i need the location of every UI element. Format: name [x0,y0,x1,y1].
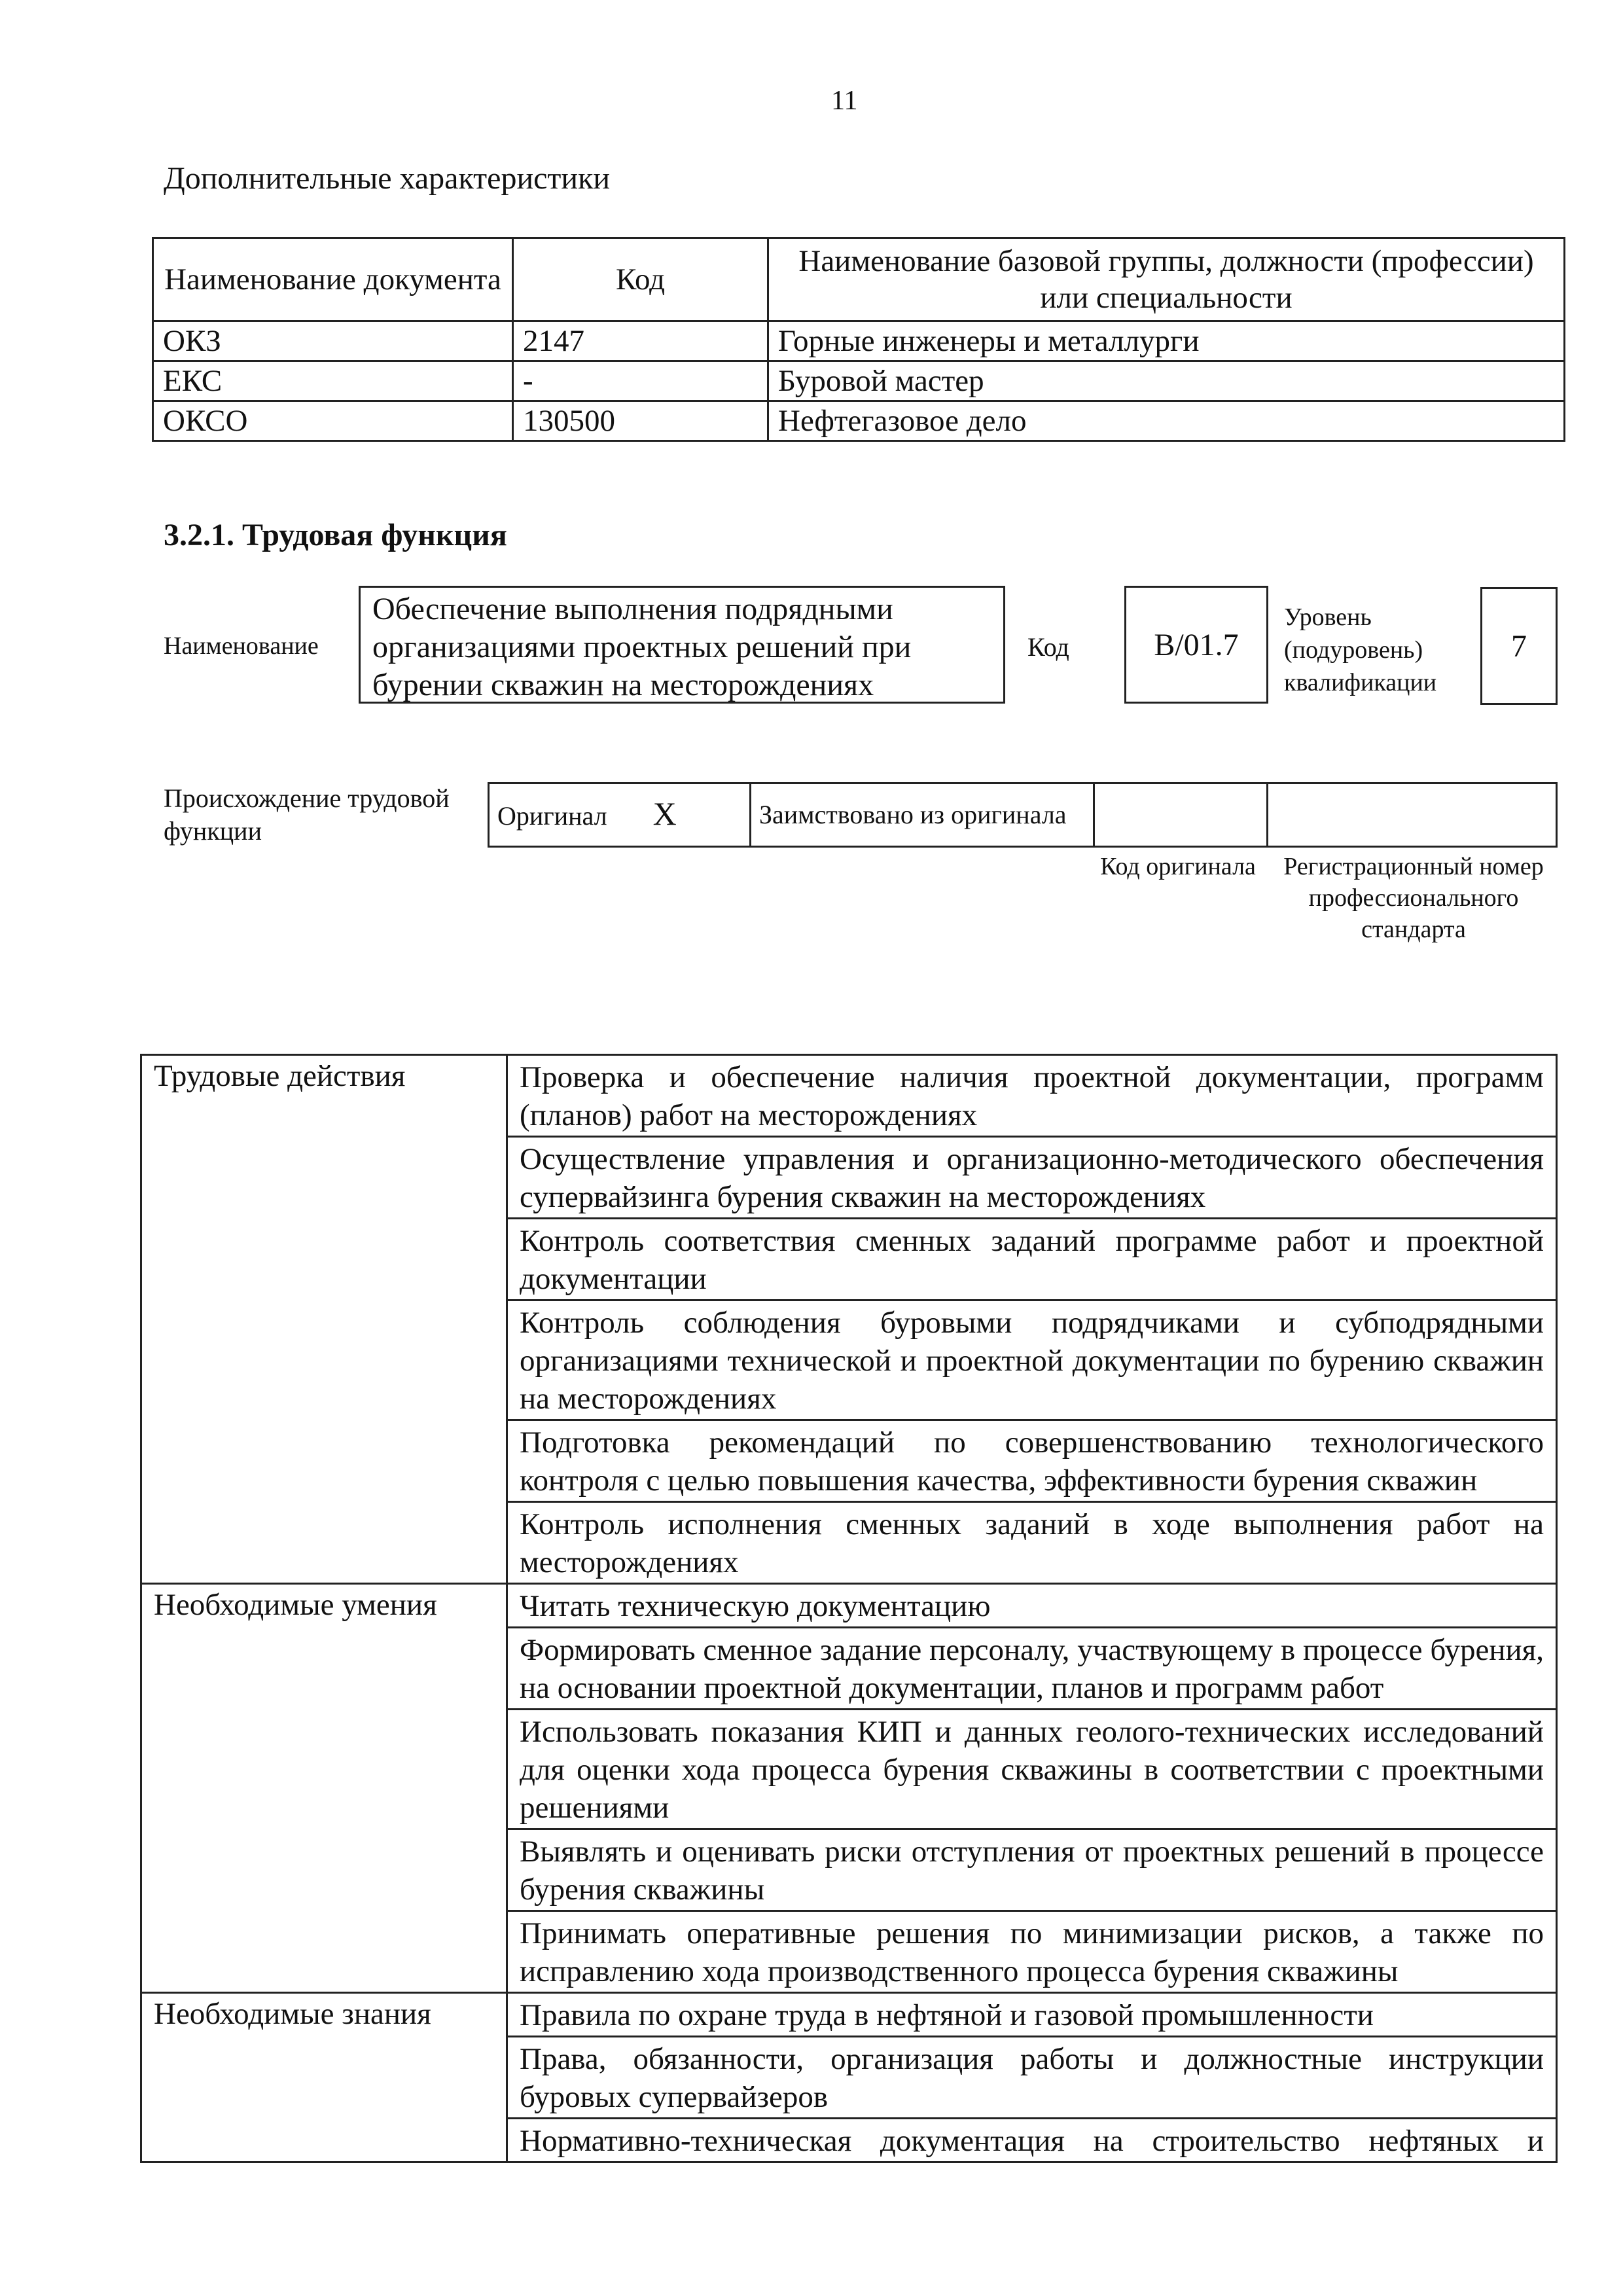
labor-actions-label: Трудовые действия [141,1055,507,1584]
table-cell: - [513,361,768,401]
header-group-name: Наименование базовой группы, должности (профессии) или специальности [768,238,1565,321]
function-origin-table [488,782,1558,848]
labor-action-item: Осуществление управления и организационно-методического обеспечения супервайзинга бурения скважин на месторождениях [507,1137,1557,1219]
borrowed-label: Заимствовано из оригинала [751,783,1094,847]
table-cell: ЕКС [153,361,513,401]
skill-item: Принимать оперативные решения по минимизации рисков, а также по исправлению хода производственного процесса бурения скважины [507,1911,1557,1993]
qualification-level: 7 [1480,587,1558,705]
original-label: Оригинал [497,801,607,831]
labor-action-item: Контроль исполнения сменных заданий в ходе выполнения работ на месторождениях [507,1502,1557,1584]
labor-action-item: Контроль соответствия сменных заданий программе работ и проектной документации [507,1219,1557,1300]
table-cell: 2147 [513,321,768,361]
table-row [153,321,1565,361]
section-title: 3.2.1. Трудовая функция [164,518,507,552]
original-code-caption: Код оригинала [1100,853,1256,880]
original-code-cell [1094,783,1268,847]
table-row [141,1055,1557,1137]
original-cell [489,783,751,847]
table-row [141,1993,1557,2037]
function-name-label: Наименование [164,632,319,660]
table-row [141,1584,1557,1628]
table-cell: Буровой мастер [768,361,1565,401]
function-code-label: Код [1027,632,1069,662]
skill-item: Читать техническую документацию [507,1584,1557,1628]
required-skills-label: Необходимые умения [141,1584,507,1993]
knowledge-item: Права, обязанности, организация работы и должностные инструкции буровых супервайзеров [507,2037,1557,2119]
function-code: В/01.7 [1124,586,1268,704]
registration-number-caption: Регистрационный номер профессионального стандарта [1283,853,1544,943]
qualification-level-label: Уровень (подуровень) квалификации [1284,603,1437,696]
additional-characteristics-table [152,237,1565,442]
labor-action-item: Контроль соблюдения буровыми подрядчиками и субподрядными организациями технической и проектной документации по бурению скважин на месторождениях [507,1300,1557,1420]
page-number: 11 [831,86,858,116]
skill-item: Использовать показания КИП и данных геолого-технических исследований для оценки хода процесса бурения скважины в соответствии с проектными решениями [507,1710,1557,1829]
table-cell: Нефтегазовое дело [768,401,1565,441]
registration-number-cell [1268,783,1557,847]
table-cell: ОКЗ [153,321,513,361]
labor-action-item: Проверка и обеспечение наличия проектной документации, программ (планов) работ на месторождениях [507,1055,1557,1137]
table-row [153,401,1565,441]
skill-item: Формировать сменное задание персоналу, участвующему в процессе бурения, на основании проектной документации, планов и программ работ [507,1628,1557,1710]
table-row [489,783,1557,847]
table-cell: ОКСО [153,401,513,441]
table-cell: 130500 [513,401,768,441]
labor-action-item: Подготовка рекомендаций по совершенствованию технологического контроля с целью повышения качества, эффективности бурения скважин [507,1420,1557,1502]
skill-item: Выявлять и оценивать риски отступления от проектных решений в процессе бурения скважины [507,1829,1557,1911]
additional-characteristics-heading: Дополнительные характеристики [164,161,611,196]
function-origin-label: Происхождение трудовой функции [164,783,450,846]
original-mark: X [652,795,677,832]
knowledge-item: Правила по охране труда в нефтяной и газовой промышленности [507,1993,1557,2037]
required-knowledge-label: Необходимые знания [141,1993,507,2162]
labor-function-table [140,1054,1558,2163]
function-name: Обеспечение выполнения подрядными организациями проектных решений при бурении скважин на месторождениях [359,586,1005,704]
table-cell: Горные инженеры и металлурги [768,321,1565,361]
knowledge-item: Нормативно-техническая документация на строительство нефтяных и [507,2119,1557,2162]
table-header-row [153,238,1565,321]
table-row [153,361,1565,401]
header-code: Код [513,238,768,321]
header-document-name: Наименование документа [153,238,513,321]
